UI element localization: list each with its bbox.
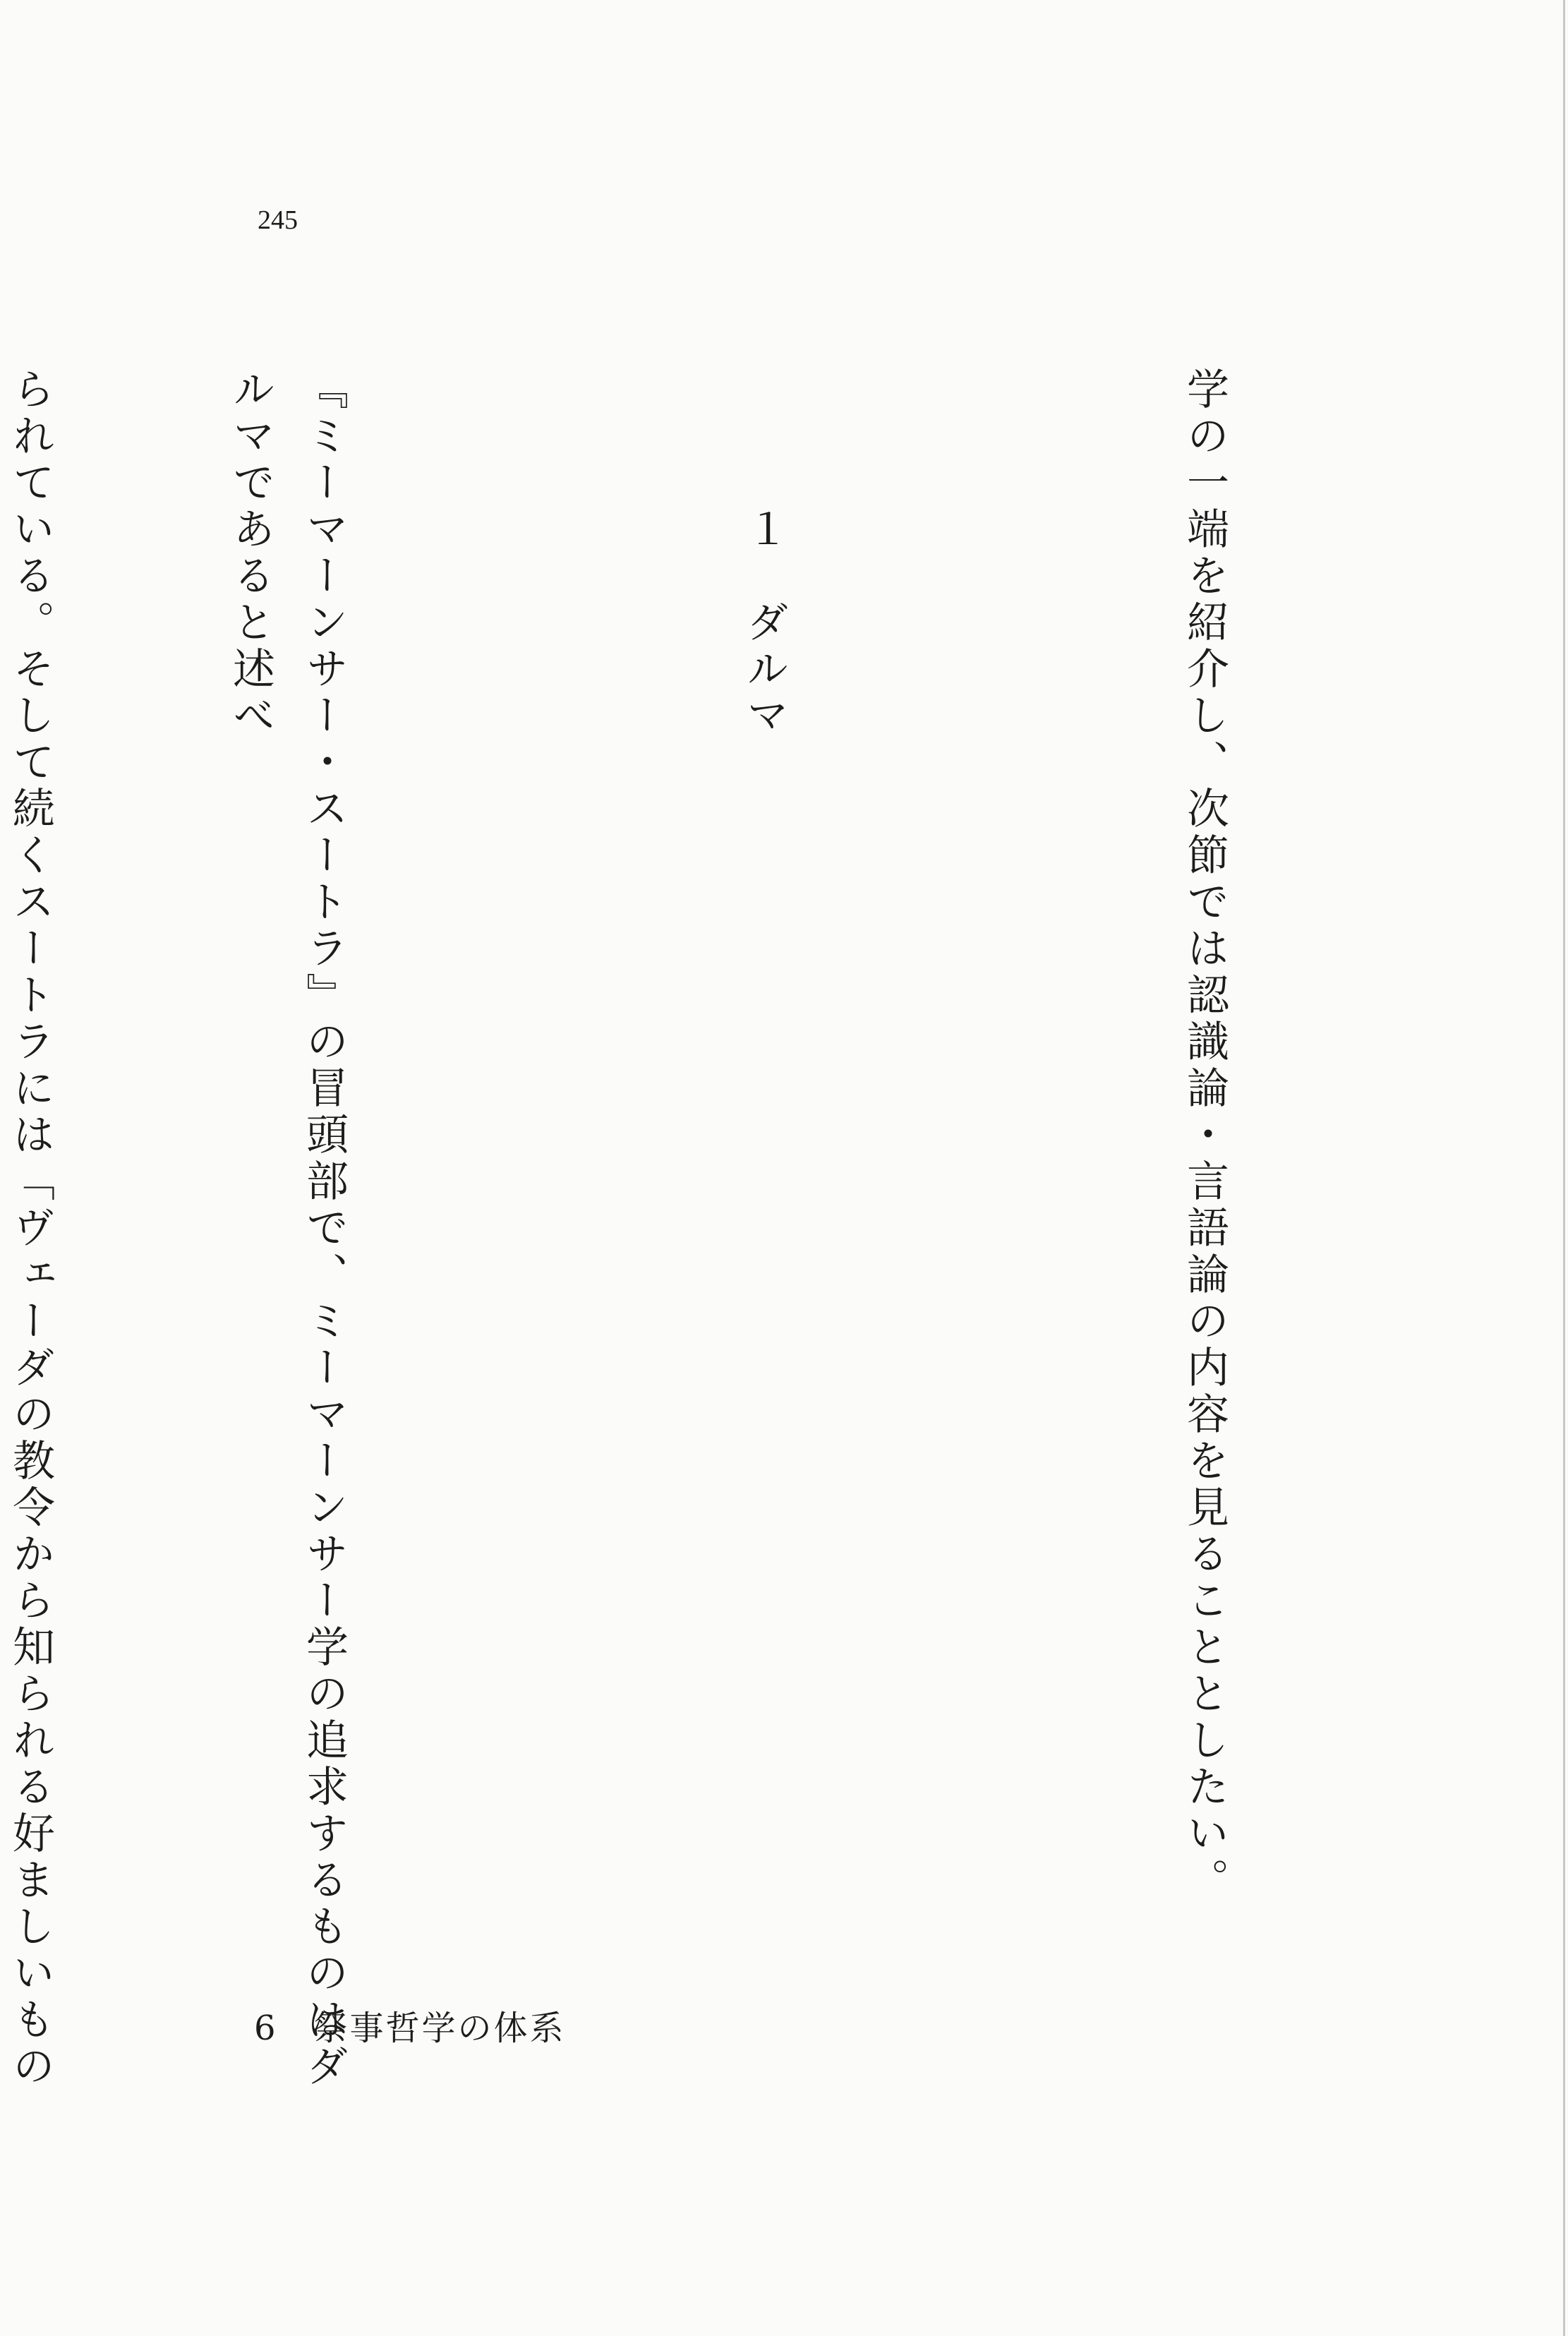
blank-line: [948, 367, 1021, 2131]
chapter-footer: 6 祭事哲学の体系: [254, 2009, 566, 2048]
text-line: 『ミーマーンサー・スートラ』の冒頭部で、ミーマーンサー学の追求するものはダルマであると述べ: [226, 367, 349, 2090]
blank-line: [507, 367, 581, 2131]
section-heading-dharma: １ ダルマ: [740, 367, 789, 740]
page-number: 245: [258, 205, 298, 235]
text-line: られている。そして続くスートラには「ヴェーダの教令から知られる好ましいもの: [6, 367, 55, 2090]
text-line: 学の一端を紹介し、次節では認識論・言語論の内容を見ることとしたい。: [1180, 367, 1229, 1904]
page-edge-rule: [1563, 0, 1565, 2336]
vertical-body-text: [6, 367, 1388, 2131]
